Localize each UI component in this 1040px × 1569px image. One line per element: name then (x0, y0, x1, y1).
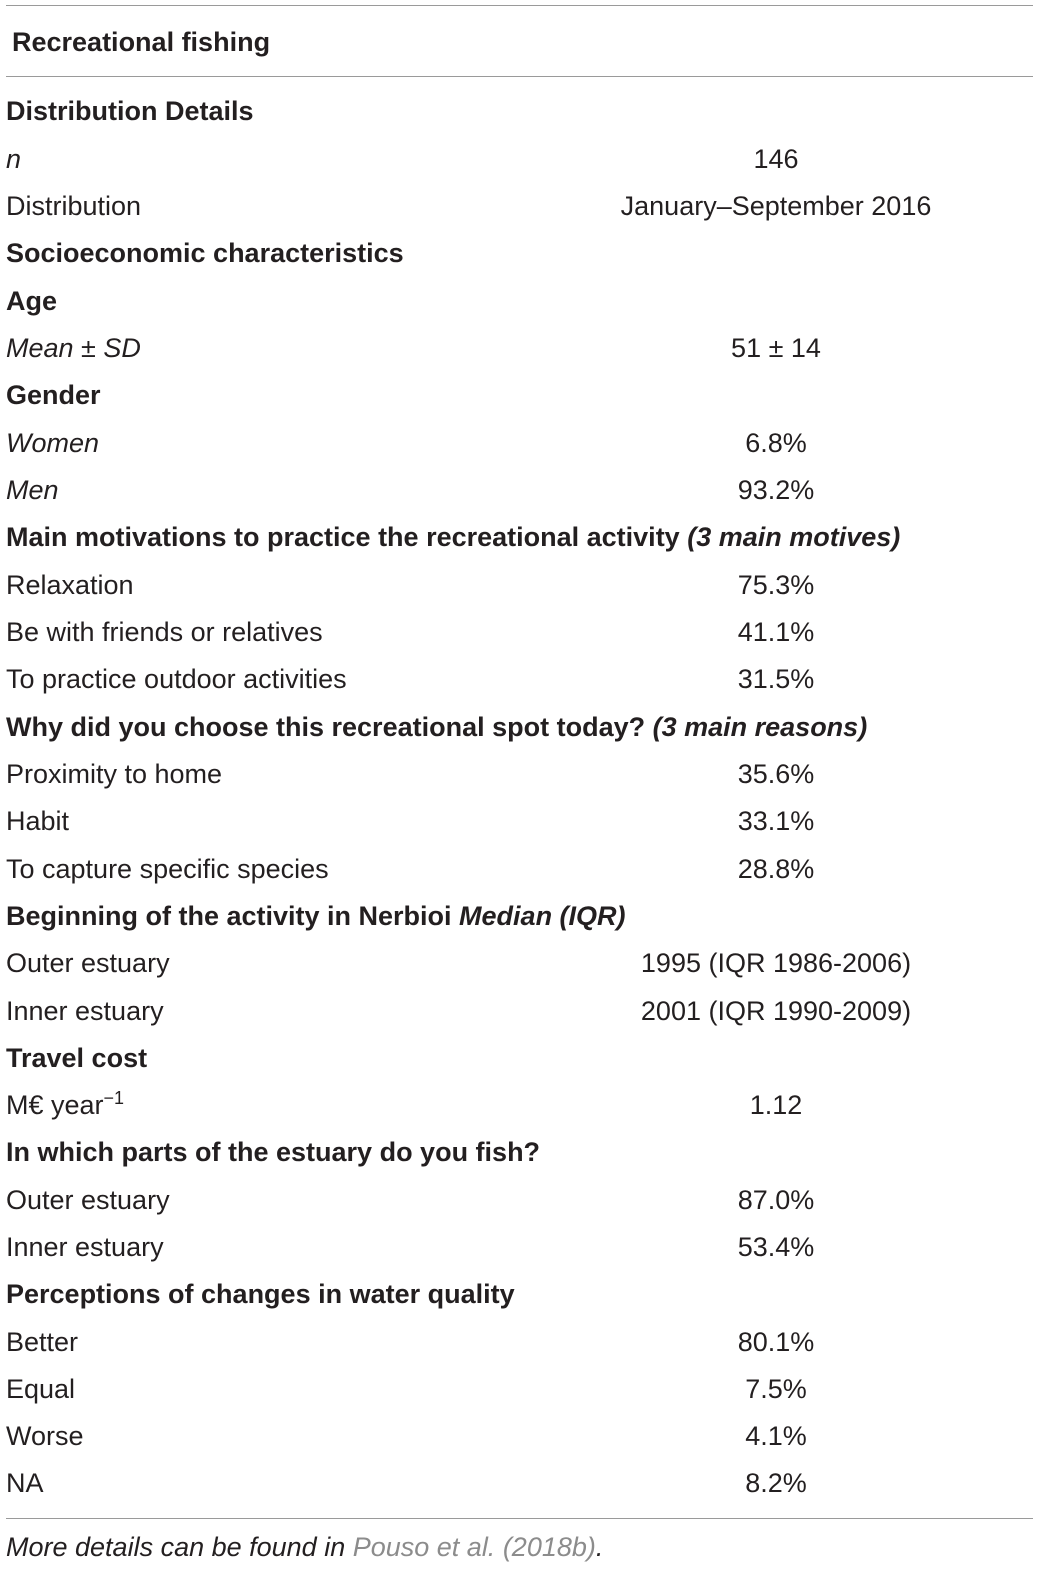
row-value: 53.4% (737, 1232, 815, 1262)
row-label: Be with friends or relatives (6, 617, 323, 647)
row-label: To practice outdoor activities (6, 664, 347, 694)
table-row-outdoor (6, 656, 1033, 703)
heading-qualifier: (3 main motives) (687, 522, 901, 552)
header-rule (6, 76, 1033, 77)
row-value: 4.1% (745, 1421, 807, 1451)
row-label: Travel cost (6, 1043, 148, 1073)
row-label: Equal (6, 1374, 76, 1404)
section-spot-choice (6, 704, 1033, 751)
row-value: 75.3% (737, 570, 815, 600)
row-label: Worse (6, 1421, 84, 1451)
section-gender (6, 372, 1033, 419)
table-row-outer-estuary-begin (6, 940, 1033, 987)
unit-exponent: −1 (103, 1088, 125, 1108)
row-label: Inner estuary (6, 1232, 164, 1262)
table-row-habit (6, 798, 1033, 845)
row-label: Socioeconomic characteristics (6, 238, 404, 268)
row-label: Outer estuary (6, 948, 170, 978)
row-value: 51 ± 14 (731, 333, 821, 363)
row-label: Distribution Details (6, 96, 254, 126)
table-row-better (6, 1319, 1033, 1366)
row-value: 80.1% (737, 1327, 815, 1357)
row-label: Age (6, 286, 58, 316)
row-label: Gender (6, 380, 101, 410)
row-value: January–September 2016 (620, 191, 932, 221)
table-row-proximity (6, 751, 1033, 798)
row-label: Outer estuary (6, 1185, 170, 1215)
row-value: 146 (753, 144, 799, 174)
row-value: 33.1% (737, 806, 815, 836)
row-label: n (6, 144, 22, 174)
section-estuary-parts (6, 1129, 1033, 1176)
row-label (6, 893, 626, 940)
bottom-rule (6, 1518, 1033, 1519)
table-row-mean-sd (6, 325, 1033, 372)
table-row-equal (6, 1366, 1033, 1413)
table-row-men (6, 467, 1033, 514)
table-header: Recreational fishing (12, 27, 271, 57)
section-age (6, 278, 1033, 325)
table-row-worse (6, 1413, 1033, 1460)
table-row-distribution (6, 183, 1033, 230)
section-beginning (6, 893, 1033, 940)
footnote-end: . (595, 1532, 604, 1562)
section-travel-cost (6, 1035, 1033, 1082)
heading-qualifier: Median (IQR) (459, 901, 626, 931)
heading-text: Why did you choose this recreational spot today? (6, 712, 646, 742)
table-row-inner-estuary-begin (6, 988, 1033, 1035)
row-label: Distribution (6, 191, 142, 221)
row-value: 1.12 (749, 1090, 803, 1120)
table-row-friends (6, 609, 1033, 656)
row-value: 7.5% (745, 1374, 807, 1404)
section-distribution-details (6, 88, 1033, 135)
row-label: Men (6, 475, 59, 505)
row-label: Better (6, 1327, 79, 1357)
heading-text: Beginning of the activity in Nerbioi (6, 901, 452, 931)
table-row-women (6, 420, 1033, 467)
row-label: Inner estuary (6, 996, 164, 1026)
table-row-outer-estuary-fish (6, 1177, 1033, 1224)
row-label: Mean ± SD (6, 333, 141, 363)
row-label (6, 704, 867, 751)
row-label: Proximity to home (6, 759, 223, 789)
section-motivations (6, 514, 1033, 561)
row-label: Habit (6, 806, 70, 836)
row-label: NA (6, 1468, 44, 1498)
row-value: 41.1% (737, 617, 815, 647)
row-value: 28.8% (737, 854, 815, 884)
table-row-meur-year (6, 1082, 1033, 1129)
row-value: 2001 (IQR 1990-2009) (640, 996, 912, 1026)
section-water-quality (6, 1271, 1033, 1318)
row-label (6, 1082, 124, 1129)
row-label: Relaxation (6, 570, 134, 600)
row-value: 8.2% (745, 1468, 807, 1498)
row-value: 31.5% (737, 664, 815, 694)
row-label: In which parts of the estuary do you fish? (6, 1137, 541, 1167)
top-rule (6, 5, 1033, 6)
row-label: To capture specific species (6, 854, 329, 884)
unit-text: M€ year (6, 1090, 104, 1120)
row-label: Perceptions of changes in water quality (6, 1279, 515, 1309)
table-footnote (6, 1527, 603, 1567)
reference-link[interactable]: Pouso et al. (2018b) (352, 1532, 596, 1562)
table-row-na (6, 1460, 1033, 1507)
section-socioeconomic (6, 230, 1033, 277)
table-row-relaxation (6, 562, 1033, 609)
row-value: 35.6% (737, 759, 815, 789)
footnote-text: More details can be found in (6, 1532, 353, 1562)
row-value: 6.8% (745, 428, 807, 458)
row-value: 87.0% (737, 1185, 815, 1215)
table-row-n (6, 136, 1033, 183)
row-value: 1995 (IQR 1986-2006) (640, 948, 912, 978)
row-value: 93.2% (737, 475, 815, 505)
row-label: Women (6, 428, 100, 458)
heading-qualifier: (3 main reasons) (652, 712, 868, 742)
table-row-inner-estuary-fish (6, 1224, 1033, 1271)
heading-text: Main motivations to practice the recreational activity (6, 522, 680, 552)
row-label (6, 514, 900, 561)
table-row-species (6, 846, 1033, 893)
